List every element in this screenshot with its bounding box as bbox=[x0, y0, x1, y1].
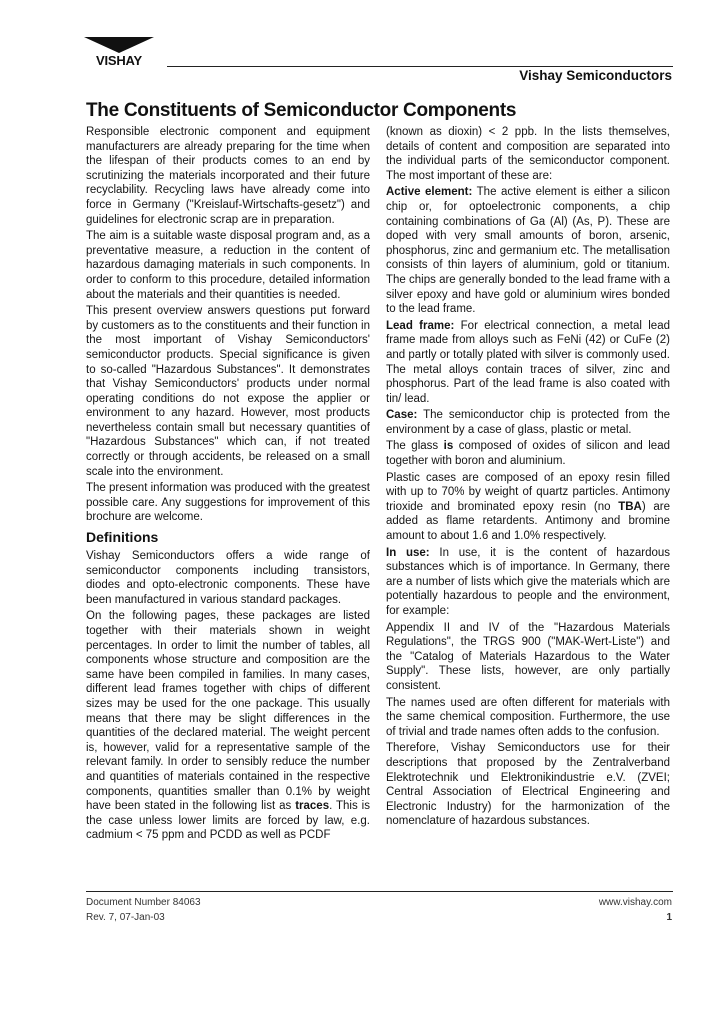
page-title: The Constituents of Semiconductor Components bbox=[86, 100, 517, 121]
traces-term: traces bbox=[295, 800, 330, 813]
names-paragraph: The names used are often different for materials with the same chemical composition. Furthermore, the use of trivial and trade names often adds to the confusion. bbox=[386, 696, 670, 738]
glass-text: composed of oxides of silicon and lead together with boron and aluminium. bbox=[386, 440, 670, 468]
care-paragraph: The present information was produced with the greatest possible care. Any suggestions for improvement of this brochure are welcome. bbox=[86, 482, 370, 524]
appendix-paragraph: Appendix II and IV of the "Hazardous Materials Regulations", the TRGS 900 ("MAK-Wert-Liste") and the "Catalog of Materials Hazardous to the Water Supply". These lists, however, are only partially consistent. bbox=[386, 621, 670, 692]
plastic-paragraph bbox=[386, 471, 670, 544]
case-text: The semiconductor chip is protected from the environment by a case of glass, plastic or metal. bbox=[386, 409, 670, 436]
lead-frame-paragraph bbox=[386, 319, 670, 407]
in-use-paragraph bbox=[386, 546, 670, 619]
glass-pre: The glass bbox=[386, 440, 439, 453]
range-paragraph: Vishay Semiconductors offers a wide range of semiconductor components including transistors, diodes and opto-electronic components. These have been manufactured in various standard packages. bbox=[86, 550, 370, 606]
plastic-pre: Plastic cases are composed of an epoxy resin filled with up to 70% by weight of quartz particles. Antimony trioxide and brominated epoxy resin (no bbox=[386, 471, 670, 513]
company-name: Vishay Semiconductors bbox=[519, 68, 672, 83]
intro-paragraph: Responsible electronic component and equipment manufacturers are already preparing for the time when the lifespan of their products comes to an end by scrutinizing the materials incorporated and their future recyclability. Recycling laws have already come into force in Germany ("Kreislauf-Wirtschafts-gesetz") and guidelines for electronic scrap are in preparation. bbox=[86, 126, 370, 226]
case-label: Case: bbox=[386, 409, 418, 422]
packages-text-end: . This is the case unless lower limits are forced by law, e.g. cadmium < 75 ppm and PCDD as well as PCDF bbox=[86, 800, 370, 842]
therefore-paragraph: Therefore, Vishay Semiconductors use for their descriptions that proposed by the Zentralverband Elektrotechnik und Elektronikindustrie e.V. (ZVEI; Central Association of Electrical Engineering and Electronic Industry) for the harmonization of the nomenclature of hazardous substances. bbox=[386, 742, 670, 828]
aim-paragraph: The aim is a suitable waste disposal program and, as a preventative measure, a reduction in the content of hazardous damaging materials in such components. In order to conform to this procedure, detailed information about the materials and their quantities is needed. bbox=[86, 230, 370, 301]
vishay-logo-mark bbox=[84, 37, 154, 53]
definitions-heading: Definitions bbox=[86, 529, 159, 546]
website-link[interactable]: www.vishay.com bbox=[598, 897, 672, 908]
in-use-label: In use: bbox=[386, 546, 430, 559]
packages-text: On the following pages, these packages are listed together with their materials shown in weight percentages. In order to limit the number of tables, all components whose structure and composition are the same have been compiled in families. In many cases, different lead frames together with chips of different sizes may be used for the one package. This usually means that there may be slight differences in the quantities of the declared material. The weight percent is, however, valid for a representative sample of the relevant family. In order to sensibly reduce the number and quantities of materials contained in the respective components, quantities smaller than 0.1% by weight have been stated in the following list as bbox=[86, 610, 370, 813]
in-use-text: In use, it is the content of hazardous substances which is of importance. In Germany, there are a number of lists which give the materials which are potentially hazardous to people and the environment, for example: bbox=[386, 546, 671, 617]
active-element-text: The active element is either a silicon chip or, for optoelectronic components, a chip containing combinations of Ga (Al) (As, P). These are doped with very small amounts of boron, arsenic, phosphorus, zinc and germanium etc. The metallisation consists of thin layers of aluminium, gold or titanium. The chips are generally bonded to the lead frame with a silver epoxy and have gold or aluminium wires bonded to the lead frame. bbox=[386, 186, 670, 316]
overview-paragraph: This present overview answers questions put forward by customers as to the constituents and their function in the most important of Vishay Semiconductors' semiconductor products. Special significance is given to so-called "Hazardous Substances". It demonstrates that Vishay Semiconductors' products under normal operating conditions do not expose the applier or environment to any hazard. However, most products nevertheless contain small but necessary quantities of "Hazardous Substances" which can, if not treated correctly or through accidents, be released on a small scale into the environment. bbox=[86, 305, 370, 478]
tba-term: TBA bbox=[618, 500, 642, 513]
active-element-label: Active element: bbox=[386, 186, 473, 199]
logo-text: VISHAY bbox=[95, 53, 142, 68]
dioxin-paragraph: (known as dioxin) < 2 ppb. In the lists themselves, details of content and composition are separated into the individual parts of the semiconductor component. The most important of these are: bbox=[386, 126, 670, 182]
revision: Rev. 7, 07-Jan-03 bbox=[86, 912, 165, 923]
footer-rule bbox=[86, 891, 673, 892]
right-column bbox=[386, 125, 670, 831]
case-paragraph bbox=[386, 408, 670, 437]
document-number: Document Number 84063 bbox=[86, 897, 201, 908]
glass-paragraph bbox=[386, 439, 670, 468]
glass-is: is bbox=[438, 440, 454, 453]
packages-paragraph bbox=[86, 609, 370, 843]
vishay-logo bbox=[84, 37, 154, 81]
page-number: 1 bbox=[666, 912, 672, 923]
left-column bbox=[86, 125, 370, 845]
lead-frame-text: For electrical connection, a metal lead frame made from alloys such as FeNi (42) or CuFe (2) and partly or totally plated with silver is commonly used. The metal alloys contain traces of silver, zinc and phosphorus. Part of the lead frame is also coated with tin/ lead. bbox=[386, 319, 670, 405]
plastic-post: ) are added as flame retardents. Antimony and bromine amount to about 1.6 and 1.0% respectively. bbox=[386, 500, 670, 543]
header-rule bbox=[167, 66, 673, 67]
active-element-paragraph bbox=[386, 185, 670, 316]
lead-frame-label: Lead frame: bbox=[386, 319, 455, 332]
